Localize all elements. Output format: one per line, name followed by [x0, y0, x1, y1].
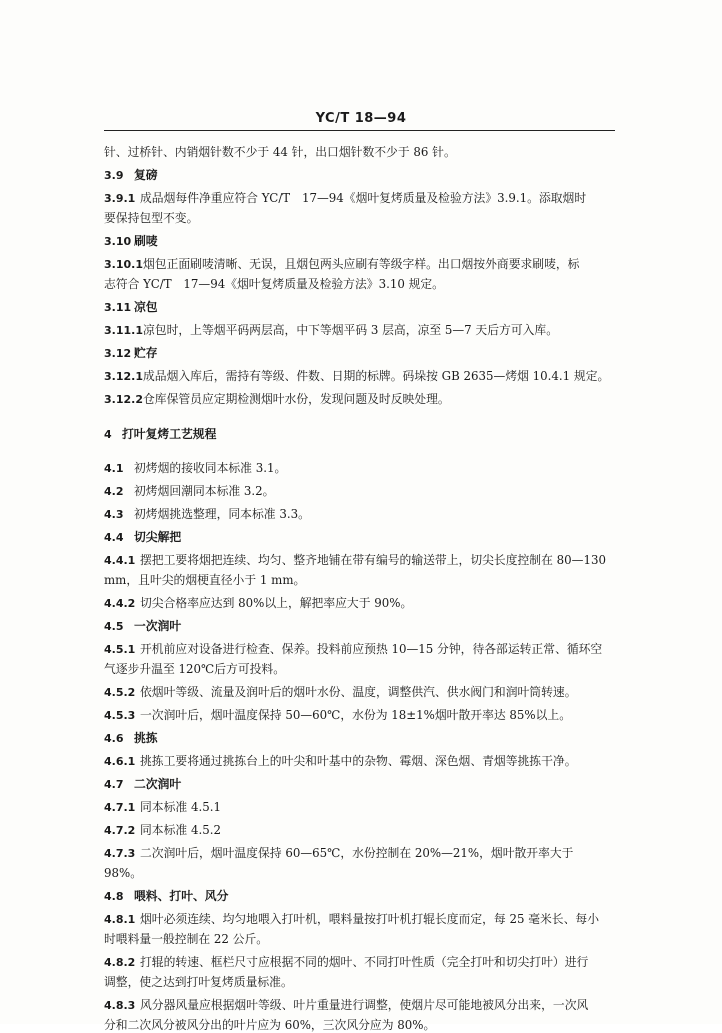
section-heading: 4.5 一次润叶 [104, 619, 182, 633]
text-line: 要保持包型不变。 [104, 211, 199, 225]
text-line: 分和二次风分被风分出的叶片应为 60%，三次风分应为 80%。 [104, 1018, 436, 1032]
section-heading: 4.8 喂料、打叶、风分 [104, 889, 229, 903]
clause: 3.11.1凉包时，上等烟平码两层高，中下等烟平码 3 层高，凉至 5—7 天后方可入库。 [104, 323, 559, 337]
clause: 4.5.2 依烟叶等级、流量及润叶后的烟叶水份、温度，调整供汽、供水阀门和润叶筒转速。 [104, 685, 577, 699]
clause: 4.8.1 烟叶必须连续、均匀地喂入打叶机，喂料量按打叶机打辊长度而定，每 25 毫米长、每小 [104, 912, 599, 926]
clause: 3.10.1烟包正面刷唛清晰、无误，且烟包两头应刷有等级字样。出口烟按外商要求刷唛，标 [104, 257, 580, 271]
text-line: 时喂料量一般控制在 22 公斤。 [104, 932, 269, 946]
clause: 4.1 初烤烟的接收同本标准 3.1。 [104, 461, 287, 475]
section-heading: 3.12 贮存 [104, 346, 158, 360]
clause: 3.12.2仓库保管员应定期检测烟叶水份，发现问题及时反映处理。 [104, 392, 450, 406]
chapter-heading: 4 打叶复烤工艺规程 [104, 427, 217, 441]
clause: 4.6.1 挑拣工要将通过挑拣台上的叶尖和叶基中的杂物、霉烟、深色烟、青烟等挑拣干净。 [104, 754, 577, 768]
text-line: mm，且叶尖的烟梗直径小于 1 mm。 [104, 573, 306, 587]
clause: 4.3 初烤烟挑选整理，同本标准 3.3。 [104, 507, 310, 521]
section-heading: 3.10 刷唛 [104, 234, 158, 248]
clause: 4.7.3 二次润叶后，烟叶温度保持 60—65℃，水份控制在 20%—21%，烟叶散开率大于 [104, 846, 574, 860]
header-rule [104, 130, 615, 131]
clause: 4.8.2 打辊的转速、框栏尺寸应根据不同的烟叶、不同打叶性质（完全打叶和切尖打叶）进行 [104, 955, 589, 969]
clause: 4.7.1 同本标准 4.5.1 [104, 800, 221, 814]
clause: 4.2 初烤烟回潮同本标准 3.2。 [104, 484, 275, 498]
text-line: 98%。 [104, 866, 143, 880]
clause: 4.7.2 同本标准 4.5.2 [104, 823, 221, 837]
section-heading: 3.11 凉包 [104, 300, 158, 314]
section-heading: 4.6 挑拣 [104, 731, 158, 745]
clause: 3.12.1成品烟入库后，需持有等级、件数、日期的标牌。码垛按 GB 2635—烤烟 10.4.1 规定。 [104, 369, 610, 383]
text-line: 调整，使之达到打叶复烤质量标准。 [104, 975, 293, 989]
text-line: 针、过桥针、内销烟针数不少于 44 针，出口烟针数不少于 86 针。 [104, 145, 456, 159]
clause: 4.5.1 开机前应对设备进行检查、保养。投料前应预热 10—15 分钟，待各部运转正常、循环空 [104, 642, 603, 656]
standard-code-header: YC/T 18—94 [315, 111, 407, 126]
clause: 3.9.1 成品烟每件净重应符合 YC/T 17—94《烟叶复烤质量及检验方法》3.9.1。添取烟时 [104, 191, 587, 205]
clause: 4.5.3 一次润叶后，烟叶温度保持 50—60℃，水份为 18±1%烟叶散开率达 85%以上。 [104, 708, 572, 722]
section-heading: 4.4 切尖解把 [104, 530, 182, 544]
section-heading: 4.7 二次润叶 [104, 777, 182, 791]
clause: 4.4.2 切尖合格率应达到 80%以上，解把率应大于 90%。 [104, 596, 413, 610]
clause: 4.8.3 风分器风量应根据烟叶等级、叶片重量进行调整，使烟片尽可能地被风分出来，一次风 [104, 998, 589, 1012]
text-line: 气逐步升温至 120℃后方可投料。 [104, 662, 286, 676]
section-heading: 3.9 复磅 [104, 168, 158, 182]
clause: 4.4.1 摆把工要将烟把连续、均匀、整齐地铺在带有编号的输送带上，切尖长度控制在 80—130 [104, 553, 606, 567]
text-line: 志符合 YC/T 17—94《烟叶复烤质量及检验方法》3.10 规定。 [104, 277, 444, 291]
